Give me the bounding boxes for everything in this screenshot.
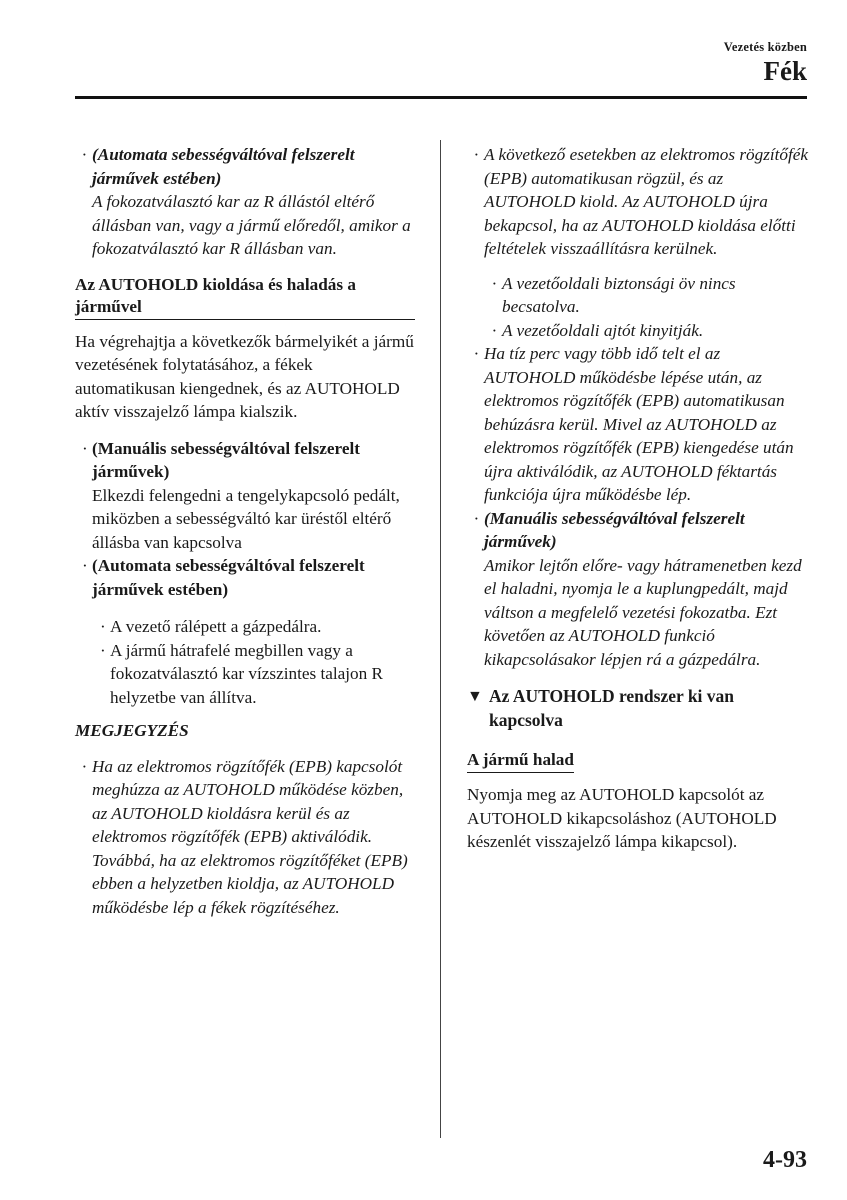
header-section-label: Vezetés közben	[723, 40, 807, 54]
item-text: Elkezdi felengedni a tengelykapcsoló pedált, miközben a sebességváltó kar üréstől eltérő állásba van kapcsolva	[92, 485, 400, 552]
section-heading-text: Az AUTOHOLD rendszer ki van kapcsolva	[489, 686, 735, 730]
item-text: A fokozatválasztó kar az R állástól eltérő állásban van, vagy a jármű előredől, amikor a fokozatválasztó kar R állásban van.	[92, 192, 411, 258]
column-divider	[440, 140, 441, 1138]
bullet-icon: ·	[474, 145, 479, 164]
item-text: Ha tíz perc vagy több idő telt el az AUTOHOLD működésbe lépése után, az elektromos rögzítőfék (EPB) automatikusan behúzásra kerül. Mivel az AUTOHOLD az elektromos rögzítőfék (EPB) kiengedése után újra aktiválódik, az AUTOHOLD féktartás funkciója újra működésbe lép.	[484, 344, 794, 504]
item-text: Amikor lejtőn előre- vagy hátramenetben kezd el haladni, nyomja le a kuplungpedált, majd váltson a megfelelő vezetési fokozatba. Ezt követően az AUTOHOLD funkció kikapcsolásakor lépjen rá a gázpedálra.	[484, 555, 802, 669]
item-text: A jármű hátrafelé megbillen vagy a fokozatválasztó kar vízszintes talajon R helyzetbe van állítva.	[110, 640, 383, 707]
note-item	[75, 755, 415, 920]
bullet-icon: ·	[100, 617, 106, 636]
sub-list-item	[75, 615, 415, 639]
paragraph: Nyomja meg az AUTOHOLD kapcsolót az AUTOHOLD kikapcsoláshoz (AUTOHOLD készenlét visszajelző lámpa kikapcsol).	[467, 785, 777, 851]
note-heading: MEGJEGYZÉS	[75, 721, 189, 740]
bullet-icon: ·	[492, 273, 497, 293]
bullet-icon: ·	[474, 508, 479, 528]
note-item	[467, 143, 812, 261]
item-text: A következő esetekben az elektromos rögzítőfék (EPB) automatikusan rögzül, és az AUTOHOLD kiold. Az AUTOHOLD újra bekapcsol, ha az AUTOHOLD kioldása előtti feltételek visszaállításra kerülnek.	[484, 145, 809, 258]
item-heading: (Automata sebességváltóval felszerelt járművek estében)	[92, 145, 355, 188]
item-heading: (Manuális sebességváltóval felszerelt járművek)	[484, 508, 745, 551]
page-number: 4-93	[763, 1147, 807, 1173]
item-heading: (Manuális sebességváltóval felszerelt járművek)	[92, 438, 360, 481]
bullet-icon: ·	[82, 145, 87, 164]
list-item	[75, 437, 415, 555]
bullet-icon: ·	[100, 640, 106, 660]
sub-list-item	[75, 639, 415, 710]
list-item	[75, 554, 415, 601]
item-text: A vezetőoldali biztonsági öv nincs becsatolva.	[502, 273, 736, 316]
note-item	[467, 507, 812, 672]
sub-list-item	[467, 272, 812, 319]
item-heading: (Automata sebességváltóval felszerelt járművek estében)	[92, 556, 365, 599]
subheading: A jármű halad	[467, 749, 574, 773]
bullet-icon: ·	[82, 438, 88, 458]
item-text: A vezető rálépett a gázpedálra.	[110, 617, 322, 636]
section-heading	[467, 685, 812, 732]
list-item	[75, 143, 415, 261]
bullet-icon: ·	[82, 556, 88, 575]
item-text: A vezetőoldali ajtót kinyitják.	[502, 320, 704, 340]
subheading: Az AUTOHOLD kioldása és haladás a járművel	[75, 274, 415, 320]
bullet-icon: ·	[474, 344, 479, 363]
header-rule	[75, 96, 807, 99]
triangle-down-icon: ▼	[467, 688, 483, 705]
header-chapter-title: Fék	[763, 56, 807, 86]
note-item	[467, 342, 812, 507]
sub-list-item	[467, 319, 812, 343]
bullet-icon: ·	[82, 756, 87, 776]
column-left	[75, 143, 415, 919]
paragraph: Ha végrehajtja a következők bármelyikét a jármű vezetésének folytatásához, a fékek automatikusan kiengednek, és az AUTOHOLD aktív visszajelző lámpa kialszik.	[75, 331, 414, 421]
item-text: Ha az elektromos rögzítőfék (EPB) kapcsolót meghúzza az AUTOHOLD működése közben, az AUTOHOLD kioldásra kerül és az elektromos rögzítőfék (EPB) aktiválódik. Továbbá, ha az elektromos rögzítőféket (EPB) ebben a helyzetben kioldja, az AUTOHOLD működésbe lép a fékek rögzítéséhez.	[92, 756, 408, 917]
bullet-icon: ·	[492, 320, 497, 340]
column-right	[467, 143, 812, 854]
